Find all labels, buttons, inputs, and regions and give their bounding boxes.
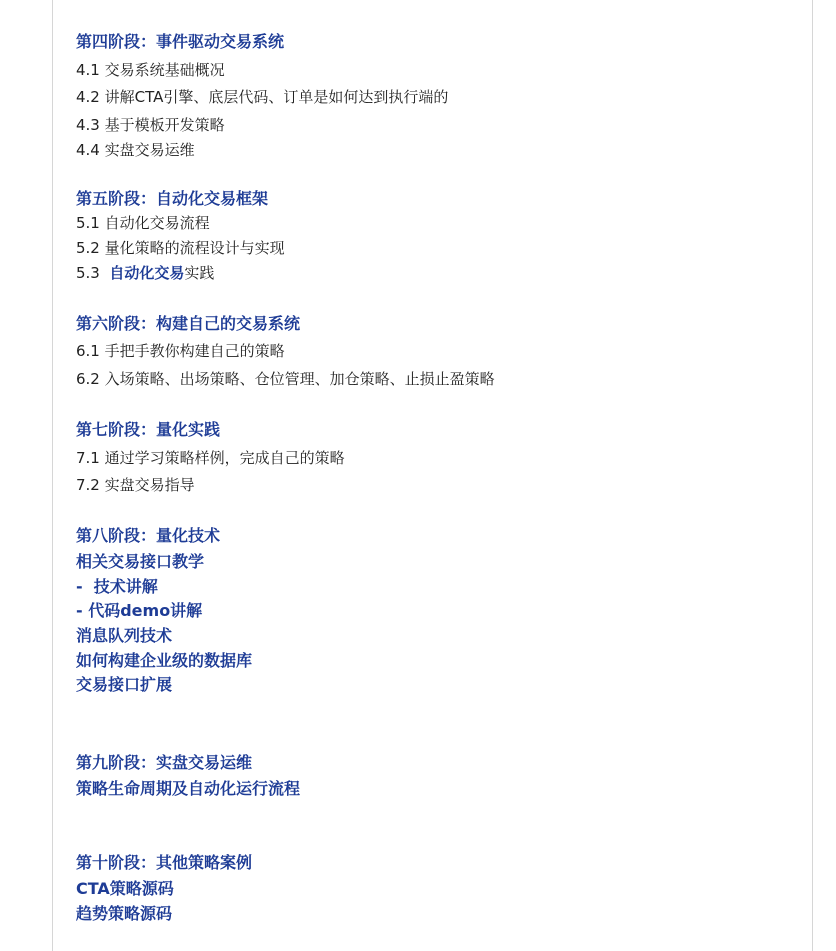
stage4-item: 4.1 交易系统基础概况: [76, 61, 225, 79]
stage7-title: 第七阶段：量化实践: [76, 420, 221, 439]
stage4-item: 4.4 实盘交易运维: [76, 141, 195, 159]
stage7-item: 7.2 实盘交易指导: [76, 476, 195, 494]
stage10-title: 第十阶段：其他策略案例: [76, 853, 253, 872]
stage7-item: 7.1 通过学习策略样例，完成自己的策略: [76, 449, 345, 467]
stage6-title: 第六阶段：构建自己的交易系统: [76, 314, 301, 333]
stage8-item: 交易接口扩展: [76, 675, 173, 694]
stage4-title: 第四阶段：事件驱动交易系统: [76, 32, 285, 51]
stage9-title: 第九阶段：实盘交易运维: [76, 753, 253, 772]
stage8-item: 消息队列技术: [76, 626, 173, 645]
stage6-item: 6.1 手把手教你构建自己的策略: [76, 342, 285, 360]
stage5-item: 5.2 量化策略的流程设计与实现: [76, 239, 285, 257]
stage5-item: 5.1 自动化交易流程: [76, 214, 210, 232]
stage8-item: 相关交易接口教学: [76, 552, 205, 571]
stage5-item-3-prefix: 5.3: [76, 264, 110, 282]
stage8-item: - 代码demo讲解: [76, 601, 203, 620]
stage5-title: 第五阶段：自动化交易框架: [76, 189, 269, 208]
stage4-item: 4.3 基于模板开发策略: [76, 116, 225, 134]
stage5-item-3-suffix: 实践: [184, 264, 215, 282]
stage8-item: 如何构建企业级的数据库: [76, 651, 253, 670]
stage4-item: 4.2 讲解CTA引擎、底层代码、订单是如何达到执行端的: [76, 88, 449, 106]
stage10-item: 趋势策略源码: [76, 904, 173, 923]
stage6-item: 6.2 入场策略、出场策略、仓位管理、加仓策略、止损止盈策略: [76, 370, 495, 388]
stage8-title: 第八阶段：量化技术: [76, 526, 221, 545]
stage9-item: 策略生命周期及自动化运行流程: [76, 779, 301, 798]
stage8-item: - 技术讲解: [76, 577, 158, 596]
stage10-item: CTA策略源码: [76, 879, 174, 898]
stage5-item-3: [76, 263, 214, 283]
stage5-item-3-bold: 自动化交易: [109, 264, 185, 282]
